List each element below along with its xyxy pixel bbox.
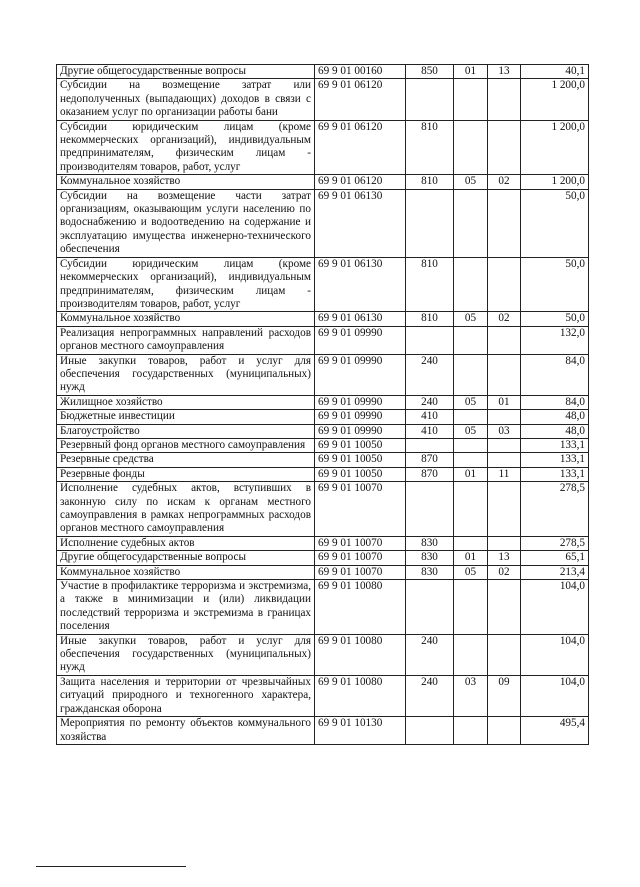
row-section-cell: 05 [454,424,488,438]
row-subsection-cell: 13 [488,65,521,79]
row-name-cell: Субсидии юридическим лицам (кроме некоммерческих организаций), индивидуальным предпринимателям, физическим лицам - производителям товаров, работ, услуг [57,257,315,312]
row-name-cell: Резервные фонды [57,467,315,481]
row-expense-type-cell: 850 [406,65,454,79]
row-expense-type-cell [406,438,454,452]
row-code-cell: 69 9 01 10050 [315,453,406,467]
table-row [57,410,589,424]
row-subsection-cell: 02 [488,175,521,189]
row-name-cell: Исполнение судебных актов [57,536,315,550]
row-code-cell: 69 9 01 09990 [315,354,406,395]
row-subsection-cell: 01 [488,395,521,409]
row-amount-cell: 1 200,0 [521,175,589,189]
row-amount-cell: 495,4 [521,717,589,745]
row-section-cell: 05 [454,565,488,579]
row-expense-type-cell: 830 [406,536,454,550]
table-row [57,551,589,565]
row-expense-type-cell: 240 [406,634,454,675]
row-amount-cell: 213,4 [521,565,589,579]
row-amount-cell: 278,5 [521,536,589,550]
row-code-cell: 69 9 01 06120 [315,79,406,120]
table-row [57,453,589,467]
row-section-cell [454,354,488,395]
row-code-cell: 69 9 01 09990 [315,395,406,409]
row-name-cell: Бюджетные инвестиции [57,410,315,424]
row-subsection-cell: 11 [488,467,521,481]
row-expense-type-cell: 240 [406,354,454,395]
row-expense-type-cell: 870 [406,467,454,481]
row-expense-type-cell: 410 [406,410,454,424]
table-row [57,467,589,481]
row-subsection-cell: 09 [488,675,521,716]
table-row [57,354,589,395]
table-row [57,634,589,675]
row-subsection-cell [488,580,521,635]
row-amount-cell: 1 200,0 [521,79,589,120]
row-expense-type-cell: 810 [406,257,454,312]
table-row [57,675,589,716]
row-section-cell: 05 [454,395,488,409]
row-amount-cell: 50,0 [521,312,589,326]
footnote-separator [36,866,186,867]
row-expense-type-cell [406,189,454,257]
row-section-cell: 03 [454,675,488,716]
row-code-cell: 69 9 01 10070 [315,482,406,537]
row-name-cell: Коммунальное хозяйство [57,175,315,189]
row-expense-type-cell: 810 [406,120,454,175]
row-subsection-cell [488,189,521,257]
row-amount-cell: 48,0 [521,410,589,424]
row-section-cell [454,189,488,257]
row-code-cell: 69 9 01 10050 [315,467,406,481]
row-expense-type-cell: 830 [406,551,454,565]
row-code-cell: 69 9 01 06120 [315,120,406,175]
row-section-cell: 01 [454,551,488,565]
row-section-cell [454,438,488,452]
row-section-cell [454,634,488,675]
table-row [57,565,589,579]
row-amount-cell: 50,0 [521,189,589,257]
row-name-cell: Коммунальное хозяйство [57,565,315,579]
row-name-cell: Исполнение судебных актов, вступивших в законную силу по искам к органам местного самоуправления в рамках непрограммных расходов органов местного самоуправления [57,482,315,537]
table-row [57,395,589,409]
row-name-cell: Участие в профилактике терроризма и экстремизма, а также в минимизации и (или) ликвидации последствий терроризма и экстремизма в границах поселения [57,580,315,635]
table-row [57,438,589,452]
table-row [57,717,589,745]
row-section-cell [454,482,488,537]
row-expense-type-cell [406,482,454,537]
row-amount-cell: 278,5 [521,482,589,537]
row-amount-cell: 1 200,0 [521,120,589,175]
row-subsection-cell [488,536,521,550]
row-section-cell [454,580,488,635]
row-code-cell: 69 9 01 10070 [315,565,406,579]
row-section-cell [454,717,488,745]
row-section-cell: 01 [454,65,488,79]
row-subsection-cell: 13 [488,551,521,565]
row-code-cell: 69 9 01 10050 [315,438,406,452]
row-code-cell: 69 9 01 06120 [315,175,406,189]
row-code-cell: 69 9 01 10080 [315,634,406,675]
row-expense-type-cell: 240 [406,675,454,716]
row-section-cell [454,79,488,120]
row-code-cell: 69 9 01 09990 [315,424,406,438]
row-code-cell: 69 9 01 10080 [315,580,406,635]
row-amount-cell: 104,0 [521,675,589,716]
row-name-cell: Другие общегосударственные вопросы [57,65,315,79]
row-amount-cell: 50,0 [521,257,589,312]
row-subsection-cell: 02 [488,565,521,579]
table-row [57,189,589,257]
row-expense-type-cell [406,580,454,635]
row-expense-type-cell: 410 [406,424,454,438]
row-amount-cell: 40,1 [521,65,589,79]
row-subsection-cell: 02 [488,312,521,326]
row-subsection-cell [488,453,521,467]
table-row [57,424,589,438]
row-code-cell: 69 9 01 06130 [315,257,406,312]
table-row [57,120,589,175]
row-expense-type-cell: 810 [406,312,454,326]
row-code-cell: 69 9 01 09990 [315,410,406,424]
row-section-cell [454,453,488,467]
row-expense-type-cell [406,79,454,120]
row-subsection-cell [488,79,521,120]
row-expense-type-cell: 870 [406,453,454,467]
row-name-cell: Субсидии юридическим лицам (кроме некоммерческих организаций), индивидуальным предпринимателям, физическим лицам - производителям товаров, работ, услуг [57,120,315,175]
row-section-cell [454,326,488,354]
budget-table [56,64,589,745]
row-name-cell: Другие общегосударственные вопросы [57,551,315,565]
row-subsection-cell [488,482,521,537]
row-expense-type-cell: 240 [406,395,454,409]
row-amount-cell: 65,1 [521,551,589,565]
row-code-cell: 69 9 01 09990 [315,326,406,354]
row-amount-cell: 48,0 [521,424,589,438]
row-amount-cell: 104,0 [521,634,589,675]
row-subsection-cell [488,634,521,675]
row-code-cell: 69 9 01 00160 [315,65,406,79]
row-amount-cell: 84,0 [521,354,589,395]
row-amount-cell: 133,1 [521,438,589,452]
row-expense-type-cell [406,326,454,354]
row-subsection-cell [488,410,521,424]
row-name-cell: Коммунальное хозяйство [57,312,315,326]
row-subsection-cell [488,438,521,452]
row-subsection-cell [488,354,521,395]
row-code-cell: 69 9 01 10130 [315,717,406,745]
row-name-cell: Резервный фонд органов местного самоуправления [57,438,315,452]
row-amount-cell: 104,0 [521,580,589,635]
budget-table-body [57,65,589,745]
row-section-cell: 01 [454,467,488,481]
row-expense-type-cell [406,717,454,745]
row-amount-cell: 84,0 [521,395,589,409]
table-row [57,257,589,312]
table-row [57,65,589,79]
row-subsection-cell [488,326,521,354]
table-row [57,326,589,354]
row-section-cell: 05 [454,175,488,189]
row-name-cell: Субсидии на возмещение затрат или недополученных (выпадающих) доходов в связи с оказанием услуг по организации работы бани [57,79,315,120]
row-section-cell [454,257,488,312]
row-name-cell: Реализация непрограммных направлений расходов органов местного самоуправления [57,326,315,354]
row-code-cell: 69 9 01 06130 [315,189,406,257]
row-section-cell: 05 [454,312,488,326]
row-name-cell: Субсидии на возмещение части затрат организациям, оказывающим услуги населению по водоснабжению и водоотведению на содержание и эксплуатацию имущества инженерно-технического обеспечения [57,189,315,257]
row-name-cell: Благоустройство [57,424,315,438]
row-code-cell: 69 9 01 10070 [315,536,406,550]
table-row [57,482,589,537]
row-name-cell: Иные закупки товаров, работ и услуг для обеспечения государственных (муниципальных) нужд [57,354,315,395]
row-code-cell: 69 9 01 10080 [315,675,406,716]
row-subsection-cell [488,717,521,745]
row-subsection-cell [488,257,521,312]
row-code-cell: 69 9 01 10070 [315,551,406,565]
table-row [57,580,589,635]
row-amount-cell: 133,1 [521,467,589,481]
row-subsection-cell: 03 [488,424,521,438]
row-amount-cell: 133,1 [521,453,589,467]
table-row [57,536,589,550]
row-section-cell [454,536,488,550]
row-expense-type-cell: 810 [406,175,454,189]
row-amount-cell: 132,0 [521,326,589,354]
row-section-cell [454,120,488,175]
row-subsection-cell [488,120,521,175]
row-section-cell [454,410,488,424]
row-name-cell: Защита населения и территории от чрезвычайных ситуаций природного и техногенного характера, гражданская оборона [57,675,315,716]
table-row [57,175,589,189]
row-expense-type-cell: 830 [406,565,454,579]
row-name-cell: Иные закупки товаров, работ и услуг для обеспечения государственных (муниципальных) нужд [57,634,315,675]
row-name-cell: Мероприятия по ремонту объектов коммунального хозяйства [57,717,315,745]
row-name-cell: Резервные средства [57,453,315,467]
row-name-cell: Жилищное хозяйство [57,395,315,409]
row-code-cell: 69 9 01 06130 [315,312,406,326]
table-row [57,312,589,326]
table-row [57,79,589,120]
